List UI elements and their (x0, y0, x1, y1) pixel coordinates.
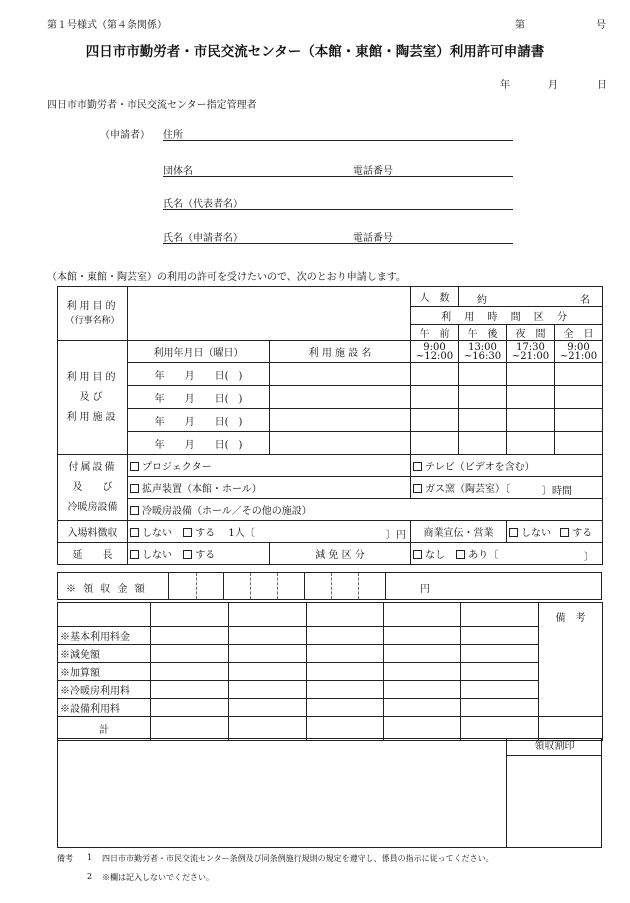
stamp-box[interactable] (506, 739, 602, 847)
checkbox-icon (560, 528, 569, 537)
usage-check-2d[interactable] (555, 386, 603, 409)
fee-cell[interactable] (151, 645, 229, 663)
total-cell[interactable] (307, 717, 384, 741)
equipment-label-2: 及 び (72, 481, 113, 493)
usage-check-1c[interactable] (507, 363, 555, 386)
pa-label: 拡声装置（本館・ホール） (142, 484, 262, 495)
number-label-2: 号 (596, 20, 606, 31)
checkbox-icon (413, 484, 422, 493)
total-cell[interactable] (461, 717, 539, 741)
fee-cell[interactable] (229, 627, 307, 645)
total-remarks-cell[interactable] (539, 717, 603, 741)
remarks-label: 備 考 (555, 613, 586, 624)
fee-row-label: ※基本利用料金 (58, 627, 151, 645)
facility-header: 利 用 施 設 名 (270, 341, 411, 363)
promo-options[interactable] (507, 521, 603, 543)
period-night: 夜 間 (507, 325, 555, 341)
notes-label: 備考 (57, 854, 73, 863)
usage-check-2b[interactable] (459, 386, 507, 409)
people-approx: 約 (477, 295, 487, 306)
fee-cell[interactable] (461, 663, 539, 681)
people-input[interactable] (459, 287, 603, 307)
reduction-options[interactable] (411, 543, 603, 565)
usage-facility-4[interactable] (270, 432, 411, 455)
purpose-label-cell (58, 287, 128, 341)
receipt-row (57, 572, 602, 600)
note-2-text: ※欄は記入しないでください。 (102, 873, 214, 882)
usage-check-2c[interactable] (507, 386, 555, 409)
admission-per-person: 1人〔 (228, 528, 255, 539)
time-division-label: 利 用 時 間 区 分 (411, 307, 603, 325)
usage-check-4c[interactable] (507, 432, 555, 455)
promo-yes: する (572, 528, 593, 539)
promo-no: しない (521, 528, 551, 539)
usage-check-4b[interactable] (459, 432, 507, 455)
address-field[interactable] (163, 126, 513, 141)
address-label: 住所 (163, 130, 183, 141)
reduction-bracket-close: 〕 (584, 552, 595, 563)
usage-row (58, 363, 603, 386)
usage-check-2a[interactable] (411, 386, 459, 409)
date-header: 利用年月日（曜日） (128, 341, 270, 363)
period-morning: 午 前 (411, 325, 459, 341)
kiln-hours: 〕時間 (542, 486, 573, 497)
usage-facility-2[interactable] (270, 386, 411, 409)
fee-cell[interactable] (384, 663, 461, 681)
total-cell[interactable] (384, 717, 461, 741)
fee-col-3[interactable] (307, 603, 384, 627)
usage-facility-1[interactable] (270, 363, 411, 386)
total-cell[interactable] (151, 717, 229, 741)
representative-label: 氏名（代表者名） (163, 199, 243, 210)
usage-date-4[interactable]: 年 月 日( ) (128, 432, 270, 455)
usage-date-2[interactable]: 年 月 日( ) (128, 386, 270, 409)
fee-cell[interactable] (461, 627, 539, 645)
note-2-number: 2 (87, 872, 93, 881)
usage-check-4d[interactable] (555, 432, 603, 455)
equipment-label-cell (58, 455, 128, 521)
date-month: 月 (548, 80, 558, 91)
extension-no: しない (142, 550, 172, 561)
time-afternoon-end: ~16:30 (463, 350, 502, 362)
receipt-yen: 円 (420, 584, 430, 595)
applicant-name-field[interactable] (163, 229, 513, 244)
form-number: 第１号様式（第４条関係） (47, 20, 167, 31)
projector-label: プロジェクター (142, 462, 212, 473)
checkbox-icon (130, 550, 139, 559)
usage-label-3: 利用施設 (66, 411, 119, 423)
time-allday-end: ~21:00 (559, 350, 598, 362)
fee-row-label: ※設備利用料 (58, 699, 151, 717)
extension-yes: する (195, 550, 216, 561)
group-field[interactable] (163, 162, 513, 177)
stamp-area-box (57, 738, 602, 848)
fee-cell[interactable] (461, 681, 539, 699)
group-label: 団体名 (163, 166, 193, 177)
checkbox-icon (413, 462, 422, 471)
usage-label-cell (58, 341, 128, 455)
time-allday (555, 341, 603, 363)
remarks-cell[interactable] (539, 603, 603, 717)
time-allday-start: 9:00 (567, 341, 590, 353)
checkbox-icon (183, 528, 192, 537)
fee-col-5[interactable] (461, 603, 539, 627)
fee-cell[interactable] (307, 699, 384, 717)
intro-text: （本館・東館・陶芸室）の利用の許可を受けたいので、次のとおり申請します。 (47, 272, 406, 283)
usage-date-1[interactable]: 年 月 日( ) (128, 363, 270, 386)
people-unit: 名 (580, 295, 591, 306)
projector-option[interactable] (128, 455, 411, 477)
admission-no: しない (142, 528, 172, 539)
number-label-1: 第 (515, 20, 525, 31)
usage-check-4a[interactable] (411, 432, 459, 455)
promo-label: 商業宣伝・営業 (411, 521, 507, 543)
note-1-text: 四日市市勤労者・市民交流センター条例及び同条例施行規則の規定を遵守し、係員の指示に従ってください。 (102, 854, 494, 863)
kiln-option[interactable] (411, 477, 603, 499)
receipt-label: ※ 領 収 金 額 (66, 584, 147, 595)
people-label: 人 数 (411, 287, 459, 307)
fee-cell[interactable] (229, 681, 307, 699)
checkbox-icon (130, 528, 139, 537)
time-morning-start: 9:00 (423, 341, 446, 353)
purpose-label: 利用目的 (66, 300, 119, 312)
fee-cell[interactable] (384, 645, 461, 663)
usage-check-1b[interactable] (459, 363, 507, 386)
fee-cell[interactable] (151, 627, 229, 645)
reduction-none: なし (425, 550, 445, 561)
checkbox-icon (456, 550, 465, 559)
usage-check-3b[interactable] (459, 409, 507, 432)
usage-check-1a[interactable] (411, 363, 459, 386)
applicant-name-label: 氏名（申請者名） (163, 233, 243, 244)
equipment-label-1: 付属設備 (68, 461, 117, 473)
usage-check-1d[interactable] (555, 363, 603, 386)
fee-cell[interactable] (307, 627, 384, 645)
addressee: 四日市市勤労者・市民交流センター指定管理者 (47, 100, 257, 111)
fee-col-4[interactable] (384, 603, 461, 627)
checkbox-icon (413, 550, 422, 559)
tv-option[interactable] (411, 455, 603, 477)
usage-row (58, 386, 603, 409)
time-morning-end: ~12:00 (415, 350, 454, 362)
usage-row (58, 432, 603, 455)
admission-label: 入場料徴収 (58, 521, 128, 543)
admission-yen: 〕円 (386, 530, 406, 541)
purpose-sublabel: （行事名称） (65, 315, 120, 326)
fee-cell[interactable] (307, 645, 384, 663)
usage-date-3[interactable]: 年 月 日( ) (128, 409, 270, 432)
reduction-label: 減 免 区 分 (270, 543, 411, 565)
usage-label-2: 及び (79, 391, 106, 403)
checkbox-icon (509, 528, 518, 537)
period-allday: 全 日 (555, 325, 603, 341)
fee-cell[interactable] (384, 699, 461, 717)
usage-facility-3[interactable] (270, 409, 411, 432)
checkbox-icon (183, 550, 192, 559)
usage-check-3c[interactable] (507, 409, 555, 432)
fee-cell[interactable] (229, 699, 307, 717)
fee-cell[interactable] (151, 681, 229, 699)
kiln-label: ガス窯（陶芸室）〔 (425, 484, 510, 495)
time-night (507, 341, 555, 363)
receipt-digit-boxes[interactable] (168, 573, 412, 599)
fee-col-2[interactable] (229, 603, 307, 627)
purpose-input[interactable] (128, 287, 411, 341)
total-label: 計 (58, 717, 151, 741)
time-night-end: ~21:00 (511, 350, 550, 362)
stamp-label: 領収割印 (507, 739, 602, 756)
fee-cell[interactable] (307, 681, 384, 699)
fee-cell[interactable] (384, 681, 461, 699)
application-table (57, 286, 603, 565)
ac-option[interactable] (128, 499, 603, 521)
fee-row-label: ※減免額 (58, 645, 151, 663)
pa-option[interactable] (128, 477, 411, 499)
time-night-start: 17:30 (516, 341, 545, 353)
ac-label: 冷暖房設備（ホール／その他の施設） (142, 506, 312, 517)
usage-row (58, 409, 603, 432)
total-cell[interactable] (229, 717, 307, 741)
admission-options[interactable] (128, 521, 411, 543)
extension-label: 延 長 (58, 543, 128, 565)
tv-label: テレビ（ビデオを含む） (425, 462, 535, 473)
checkbox-icon (130, 484, 139, 493)
time-afternoon (459, 341, 507, 363)
document-title: 四日市市勤労者・市民交流センター（本館・東館・陶芸室）利用許可申請書 (85, 44, 545, 60)
date-year: 年 (500, 80, 510, 91)
usage-label-1: 利用目的 (66, 371, 119, 383)
admission-yes: する (195, 528, 216, 539)
fee-cell[interactable] (151, 663, 229, 681)
phone-label-1: 電話番号 (353, 166, 393, 177)
fee-row-label: ※冷暖房利用料 (58, 681, 151, 699)
fee-cell[interactable] (229, 663, 307, 681)
usage-check-3a[interactable] (411, 409, 459, 432)
reduction-exists: あり〔 (468, 550, 499, 561)
date-day: 日 (597, 80, 607, 91)
extension-options[interactable] (128, 543, 270, 565)
fee-cell[interactable] (384, 627, 461, 645)
fee-cell[interactable] (461, 645, 539, 663)
usage-check-3d[interactable] (555, 409, 603, 432)
fee-table (57, 602, 603, 741)
time-afternoon-start: 13:00 (468, 341, 497, 353)
note-1-number: 1 (87, 853, 93, 862)
checkbox-icon (130, 506, 139, 515)
fee-row-label: ※加算額 (58, 663, 151, 681)
checkbox-icon (130, 462, 139, 471)
fee-cell[interactable] (307, 663, 384, 681)
period-afternoon: 午 後 (459, 325, 507, 341)
fee-header-label (58, 603, 151, 627)
fee-cell[interactable] (461, 699, 539, 717)
equipment-label-3: 冷暖房設備 (67, 501, 118, 513)
time-morning (411, 341, 459, 363)
fee-cell[interactable] (229, 645, 307, 663)
fee-cell[interactable] (151, 699, 229, 717)
fee-col-1[interactable] (151, 603, 229, 627)
applicant-label: （申請者） (100, 130, 150, 141)
representative-field[interactable] (163, 195, 513, 210)
phone-label-2: 電話番号 (353, 233, 393, 244)
